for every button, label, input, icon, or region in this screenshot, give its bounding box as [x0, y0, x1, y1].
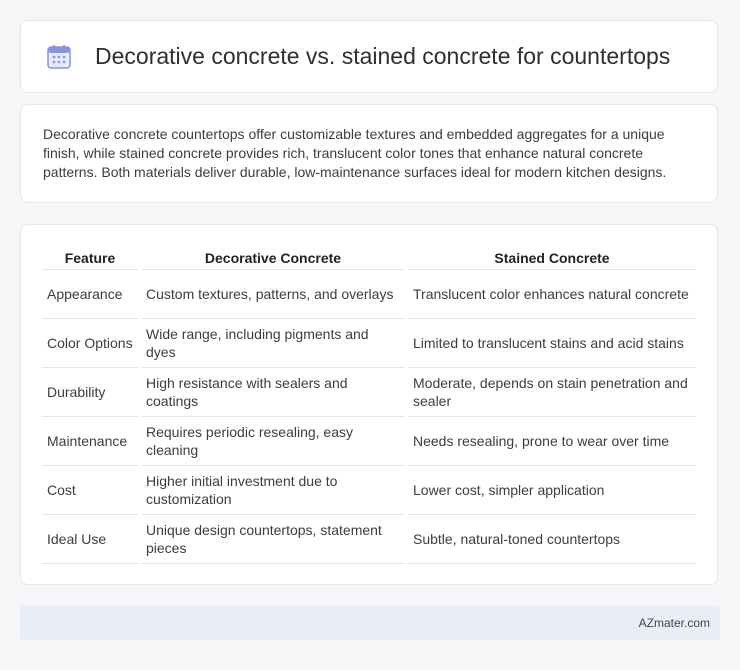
title-card — [20, 20, 718, 93]
table-header-row — [42, 246, 696, 270]
decorative-cell: Custom textures, patterns, and overlays — [141, 270, 405, 319]
table-row — [42, 319, 696, 368]
table-row — [42, 417, 696, 466]
decorative-cell: Higher initial investment due to customization — [141, 466, 405, 515]
table-row — [42, 270, 696, 319]
feature-cell: Maintenance — [42, 417, 138, 466]
feature-cell: Color Options — [42, 319, 138, 368]
intro-card — [20, 104, 718, 203]
stained-cell: Translucent color enhances natural concrete — [408, 270, 696, 319]
feature-cell: Durability — [42, 368, 138, 417]
header-feature: Feature — [42, 246, 138, 270]
header-decorative: Decorative Concrete — [141, 246, 405, 270]
table-row — [42, 515, 696, 564]
decorative-cell: Wide range, including pigments and dyes — [141, 319, 405, 368]
footer-bar — [20, 606, 720, 640]
stained-cell: Moderate, depends on stain penetration and sealer — [408, 368, 696, 417]
decorative-cell: Requires periodic resealing, easy cleaning — [141, 417, 405, 466]
header-stained: Stained Concrete — [408, 246, 696, 270]
comparison-card — [20, 224, 718, 585]
table-row — [42, 466, 696, 515]
stained-cell: Limited to translucent stains and acid stains — [408, 319, 696, 368]
stained-cell: Lower cost, simpler application — [408, 466, 696, 515]
decorative-cell: Unique design countertops, statement pieces — [141, 515, 405, 564]
feature-cell: Ideal Use — [42, 515, 138, 564]
calendar-icon — [45, 43, 73, 71]
comparison-table — [39, 246, 699, 564]
feature-cell: Cost — [42, 466, 138, 515]
table-row — [42, 368, 696, 417]
feature-cell: Appearance — [42, 270, 138, 319]
decorative-cell: High resistance with sealers and coatings — [141, 368, 405, 417]
page-title: Decorative concrete vs. stained concrete for countertops — [95, 43, 671, 69]
stained-cell: Subtle, natural-toned countertops — [408, 515, 696, 564]
stained-cell: Needs resealing, prone to wear over time — [408, 417, 696, 466]
intro-paragraph: Decorative concrete countertops offer customizable textures and embedded aggregates for a unique finish, while stained concrete provides rich, translucent color tones that enhance natural concrete patterns. Both materials deliver durable, low-maintenance surfaces ideal for modern kitchen designs. — [43, 126, 667, 180]
footer-brand-link[interactable]: AZmater.com — [638, 616, 710, 630]
